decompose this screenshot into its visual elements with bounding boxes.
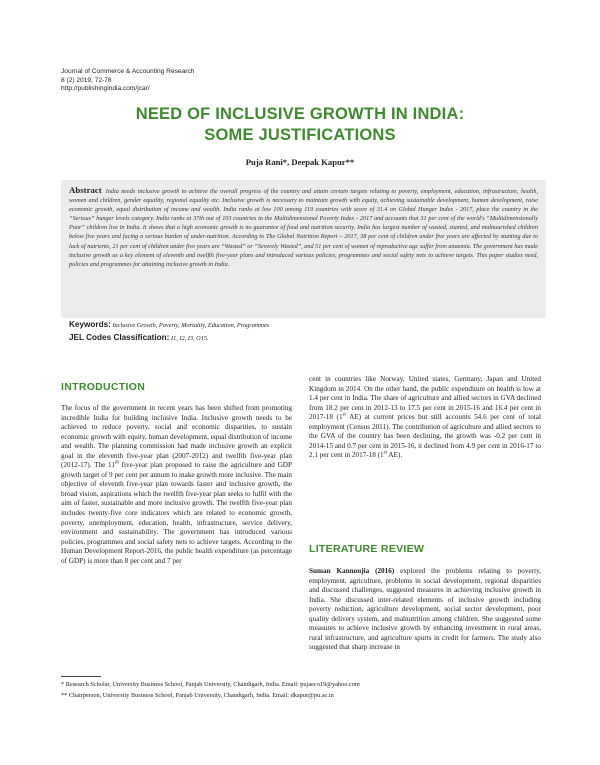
- introduction-right-column: [309, 375, 541, 461]
- abstract-label: Abstract: [69, 185, 102, 195]
- jel-text: I1, I2, I3, O15.: [170, 335, 209, 342]
- footnote-divider: [61, 676, 101, 677]
- footnote-2: ** Chairperson, University Business School, Panjab University, Chandigarh, India. Email: dkapur@pu.ac.in: [61, 691, 334, 699]
- journal-header: [61, 68, 194, 94]
- cited-author: Suman Kannoujia (2016): [309, 567, 395, 575]
- journal-issue: 8 (2) 2019, 72-78: [61, 76, 112, 84]
- jel-line: [69, 332, 269, 345]
- introduction-heading: INTRODUCTION: [61, 381, 146, 393]
- jel-label: JEL Codes Classification:: [69, 333, 170, 342]
- intro-right-superscript-1: st: [342, 412, 346, 418]
- introduction-paragraph: [61, 404, 292, 566]
- journal-url[interactable]: http://publishingindia.com/jcar/: [61, 85, 150, 93]
- literature-paragraph: [309, 567, 541, 653]
- footnotes: [61, 680, 551, 701]
- abstract-text: India needs inclusive growth to achieve the overall progress of the country and attain certain targets relating to poverty, employment, education, infrastructure, health, women and children, gender equality, regional equality etc. Inclusive growth is necessary to maintain growth with equity, achieving sustainable development, human development, raise economic growth, equal distribution of income and wealth. India ranks at low 100 among 119 countries with score of 31.4 on Global Hunger Index - 2017, place the country in the “Serious” hunger levels category. India ranks at 37th out of 103 countries in the Multidimensional Poverty Index - 2017 and accounts that 31 per cent of the world's “Multidimensionally Poor” children live in India. It shows that a high economic growth is no guarantee of food and nutrition security. India has largest number of wasted, stunted, and malnourished children below five years and facing a serious burden of under-nutrition. According to The Global Nutrition Report – 2017, 38 per cent of children under five years are affected by stunting due to lack of nutrients, 21 per cent of children under five years are “Wasted” or “Severely Wasted”, and 51 per cent of women of reproductive age suffer from anaemia. The government has made inclusive growth as a key element of eleventh and twelfth five-year plans and introduced various policies, programmes and social safety nets to achieve targets. This paper studies need, policies and programmes for attaining inclusive growth in India.: [69, 188, 538, 268]
- paper-title: [0, 104, 600, 146]
- intro-right-part-3: AE).: [387, 451, 403, 460]
- introduction-left-column: [61, 404, 292, 566]
- title-line-2: SOME JUSTIFICATIONS: [204, 126, 396, 144]
- intro-text-part-1: The focus of the government in recent years has been shifted from promoting incredible India for building inclusive India. Inclusive growth needs to be achieved to reduce poverty, social and economic disparities, to sustain economic growth with equity, human development, equal distribution of income and wealth. The planning commission had made inclusive growth an explicit goal in the eleventh five-year plan (2007-2012) and twelfth five-year plan (2012-17). The 11: [61, 404, 292, 470]
- abstract-paragraph: [69, 186, 538, 269]
- keywords-block: [69, 319, 269, 345]
- introduction-continued-paragraph: [309, 375, 541, 461]
- abstract-box: [61, 180, 546, 318]
- intro-right-superscript-2: st: [383, 450, 387, 456]
- literature-text: explored the problems relating to poverty, employment, agriculture, problems in social development, regional disparities and discussed challenges, suggested measures in achieving inclusive growth in India. She discussed inter-related elements of inclusive growth including poverty reduction, agriculture development, social sector development, poor quality delivery system, and malnutrition among children. She suggested some measures to achieve inclusive growth by enhancing investment in rural areas, rural infrastructure, and agriculture spurts in credit for farmers. The study also suggested that sharp increase in: [309, 567, 541, 652]
- keywords-line: [69, 319, 269, 332]
- literature-review-column: [309, 567, 541, 653]
- title-line-1: NEED OF INCLUSIVE GROWTH IN INDIA:: [135, 105, 465, 123]
- intro-superscript: th: [114, 460, 119, 466]
- literature-review-heading: LITERATURE REVIEW: [309, 543, 425, 555]
- intro-text-part-2: five-year plan proposed to raise the agriculture and GDP growth target of 9 per cent per annum to make growth more inclusive. The main objective of eleventh five-year plan towards faster and inclusive growth, the broad vision, aspirations which the twelfth five-year plan seeks to fulfil with the aim of faster, sustainable and more inclusive growth. The twelfth five-year plan includes twenty-five core indicators which are related to economic growth, poverty, unemployment, education, health, infrastructure, service delivery, environment and sustainability. The government has introduced various policies, programmes and social safety nets to achieve targets. According to the Human Development Report-2016, the public health expenditure (as percentage of GDP) is more than 8 per cent and 7 per: [61, 461, 292, 565]
- footnote-1: * Research Scholar, University Business School, Panjab University, Chandigarh, India. Email: pujaeco19@yahoo.com: [61, 681, 360, 688]
- keywords-text: Inclusive Growth, Poverty, Mortality, Education, Programmes: [112, 322, 270, 329]
- keywords-label: Keywords:: [69, 320, 111, 329]
- intro-right-part-1: cent in countries like Norway, United states, Germany, Japan and United Kingdom in 2014. On the other hand, the public expenditure on health is low at 1.4 per cent in India. The share of agriculture and allied sectors in GVA declined from 18.2 per cent in 2012-13 to 17.5 per cent in 2015-16 and 16.4 per cent in 2017-18 (1: [309, 375, 541, 422]
- journal-name: Journal of Commerce & Accounting Research: [61, 68, 195, 75]
- authors: Puja Rani*, Deepak Kapur**: [245, 157, 355, 167]
- intro-right-part-2: AE) at current prices but still accounts 54.6 per cent of total employment (Census 2011). The contribution of agriculture and allied sectors to the GVA of the country has been declining, the growth was -0.2 per cent in 2014-15 and 0.7 per cent in 2015-16, it declined from 4.9 per cent in 2016-17 to 2.1 per cent in 2017-18 (1: [309, 413, 541, 460]
